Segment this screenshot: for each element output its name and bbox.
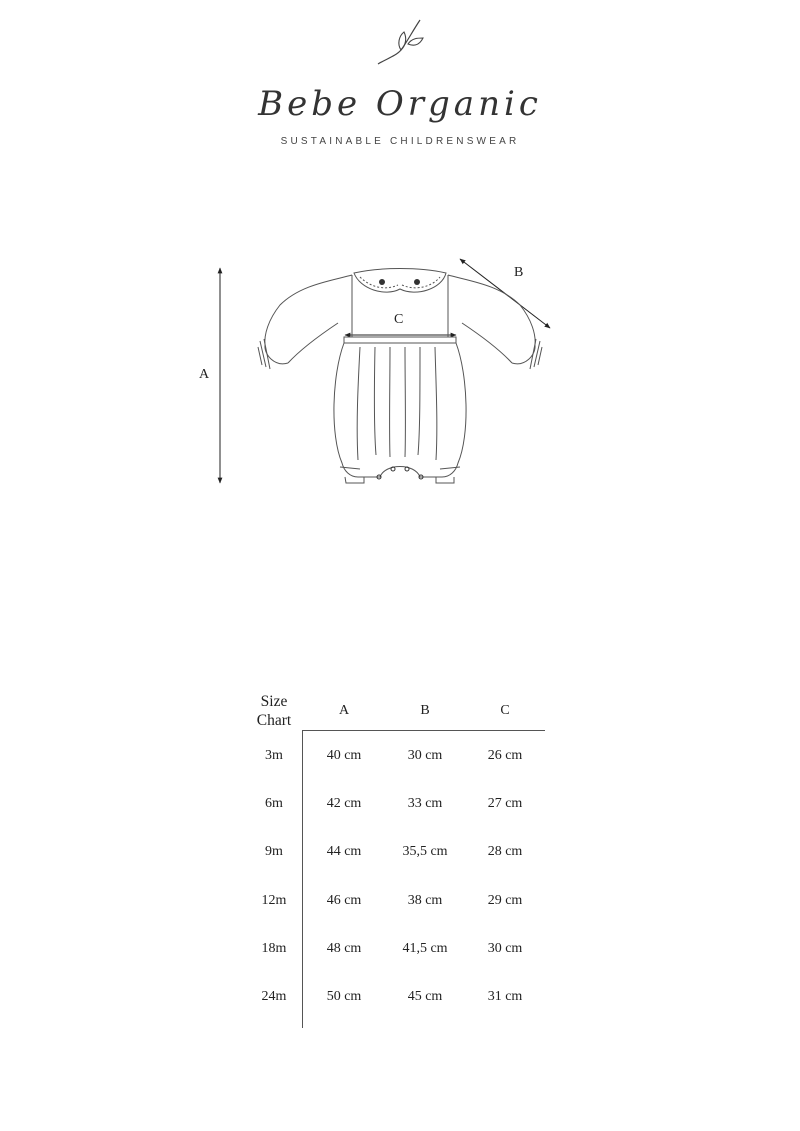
size-cell: 9m [265, 844, 283, 860]
brand-tagline: SUSTAINABLE CHILDRENSWEAR [280, 136, 520, 147]
table-header-row [246, 690, 546, 732]
table-row [246, 780, 546, 828]
column-header-c: C [500, 703, 510, 718]
value-cell-a: 44 cm [326, 844, 362, 860]
brand-name: Bebe Organic [258, 84, 542, 124]
value-cell-c: 30 cm [487, 940, 523, 956]
value-cell-a: 50 cm [326, 989, 362, 1005]
value-cell-b: 45 cm [407, 989, 443, 1005]
value-cell-a: 48 cm [326, 940, 362, 956]
value-cell-a: 40 cm [326, 748, 362, 764]
table-row [246, 828, 546, 876]
value-cell-c: 29 cm [487, 892, 523, 908]
size-cell: 24m [261, 989, 287, 1005]
table-row [246, 732, 546, 780]
size-cell: 3m [265, 748, 283, 764]
size-cell: 12m [261, 892, 287, 908]
value-cell-b: 41,5 cm [402, 940, 448, 956]
table-row [246, 973, 546, 1021]
size-cell: 6m [265, 796, 283, 812]
value-cell-a: 42 cm [326, 796, 362, 812]
value-cell-c: 26 cm [487, 748, 523, 764]
romper-illustration [180, 245, 580, 505]
value-cell-b: 35,5 cm [402, 844, 448, 860]
column-header-a: A [338, 703, 350, 718]
value-cell-b: 38 cm [407, 892, 443, 908]
column-header-b: B [420, 703, 430, 718]
leaf-sprig-icon [370, 16, 430, 68]
table-row [246, 925, 546, 973]
value-cell-c: 28 cm [487, 844, 523, 860]
value-cell-c: 31 cm [487, 989, 523, 1005]
value-cell-c: 27 cm [487, 796, 523, 812]
value-cell-b: 30 cm [407, 748, 443, 764]
table-row [246, 877, 546, 925]
dimension-label-a: A [199, 367, 210, 382]
size-chart-title: Size Chart [256, 693, 292, 729]
dimension-label-c: C [394, 312, 404, 327]
dimension-label-b: B [514, 265, 524, 280]
size-cell: 18m [261, 940, 287, 956]
value-cell-a: 46 cm [326, 892, 362, 908]
size-chart-table [246, 690, 546, 1021]
value-cell-b: 33 cm [407, 796, 443, 812]
